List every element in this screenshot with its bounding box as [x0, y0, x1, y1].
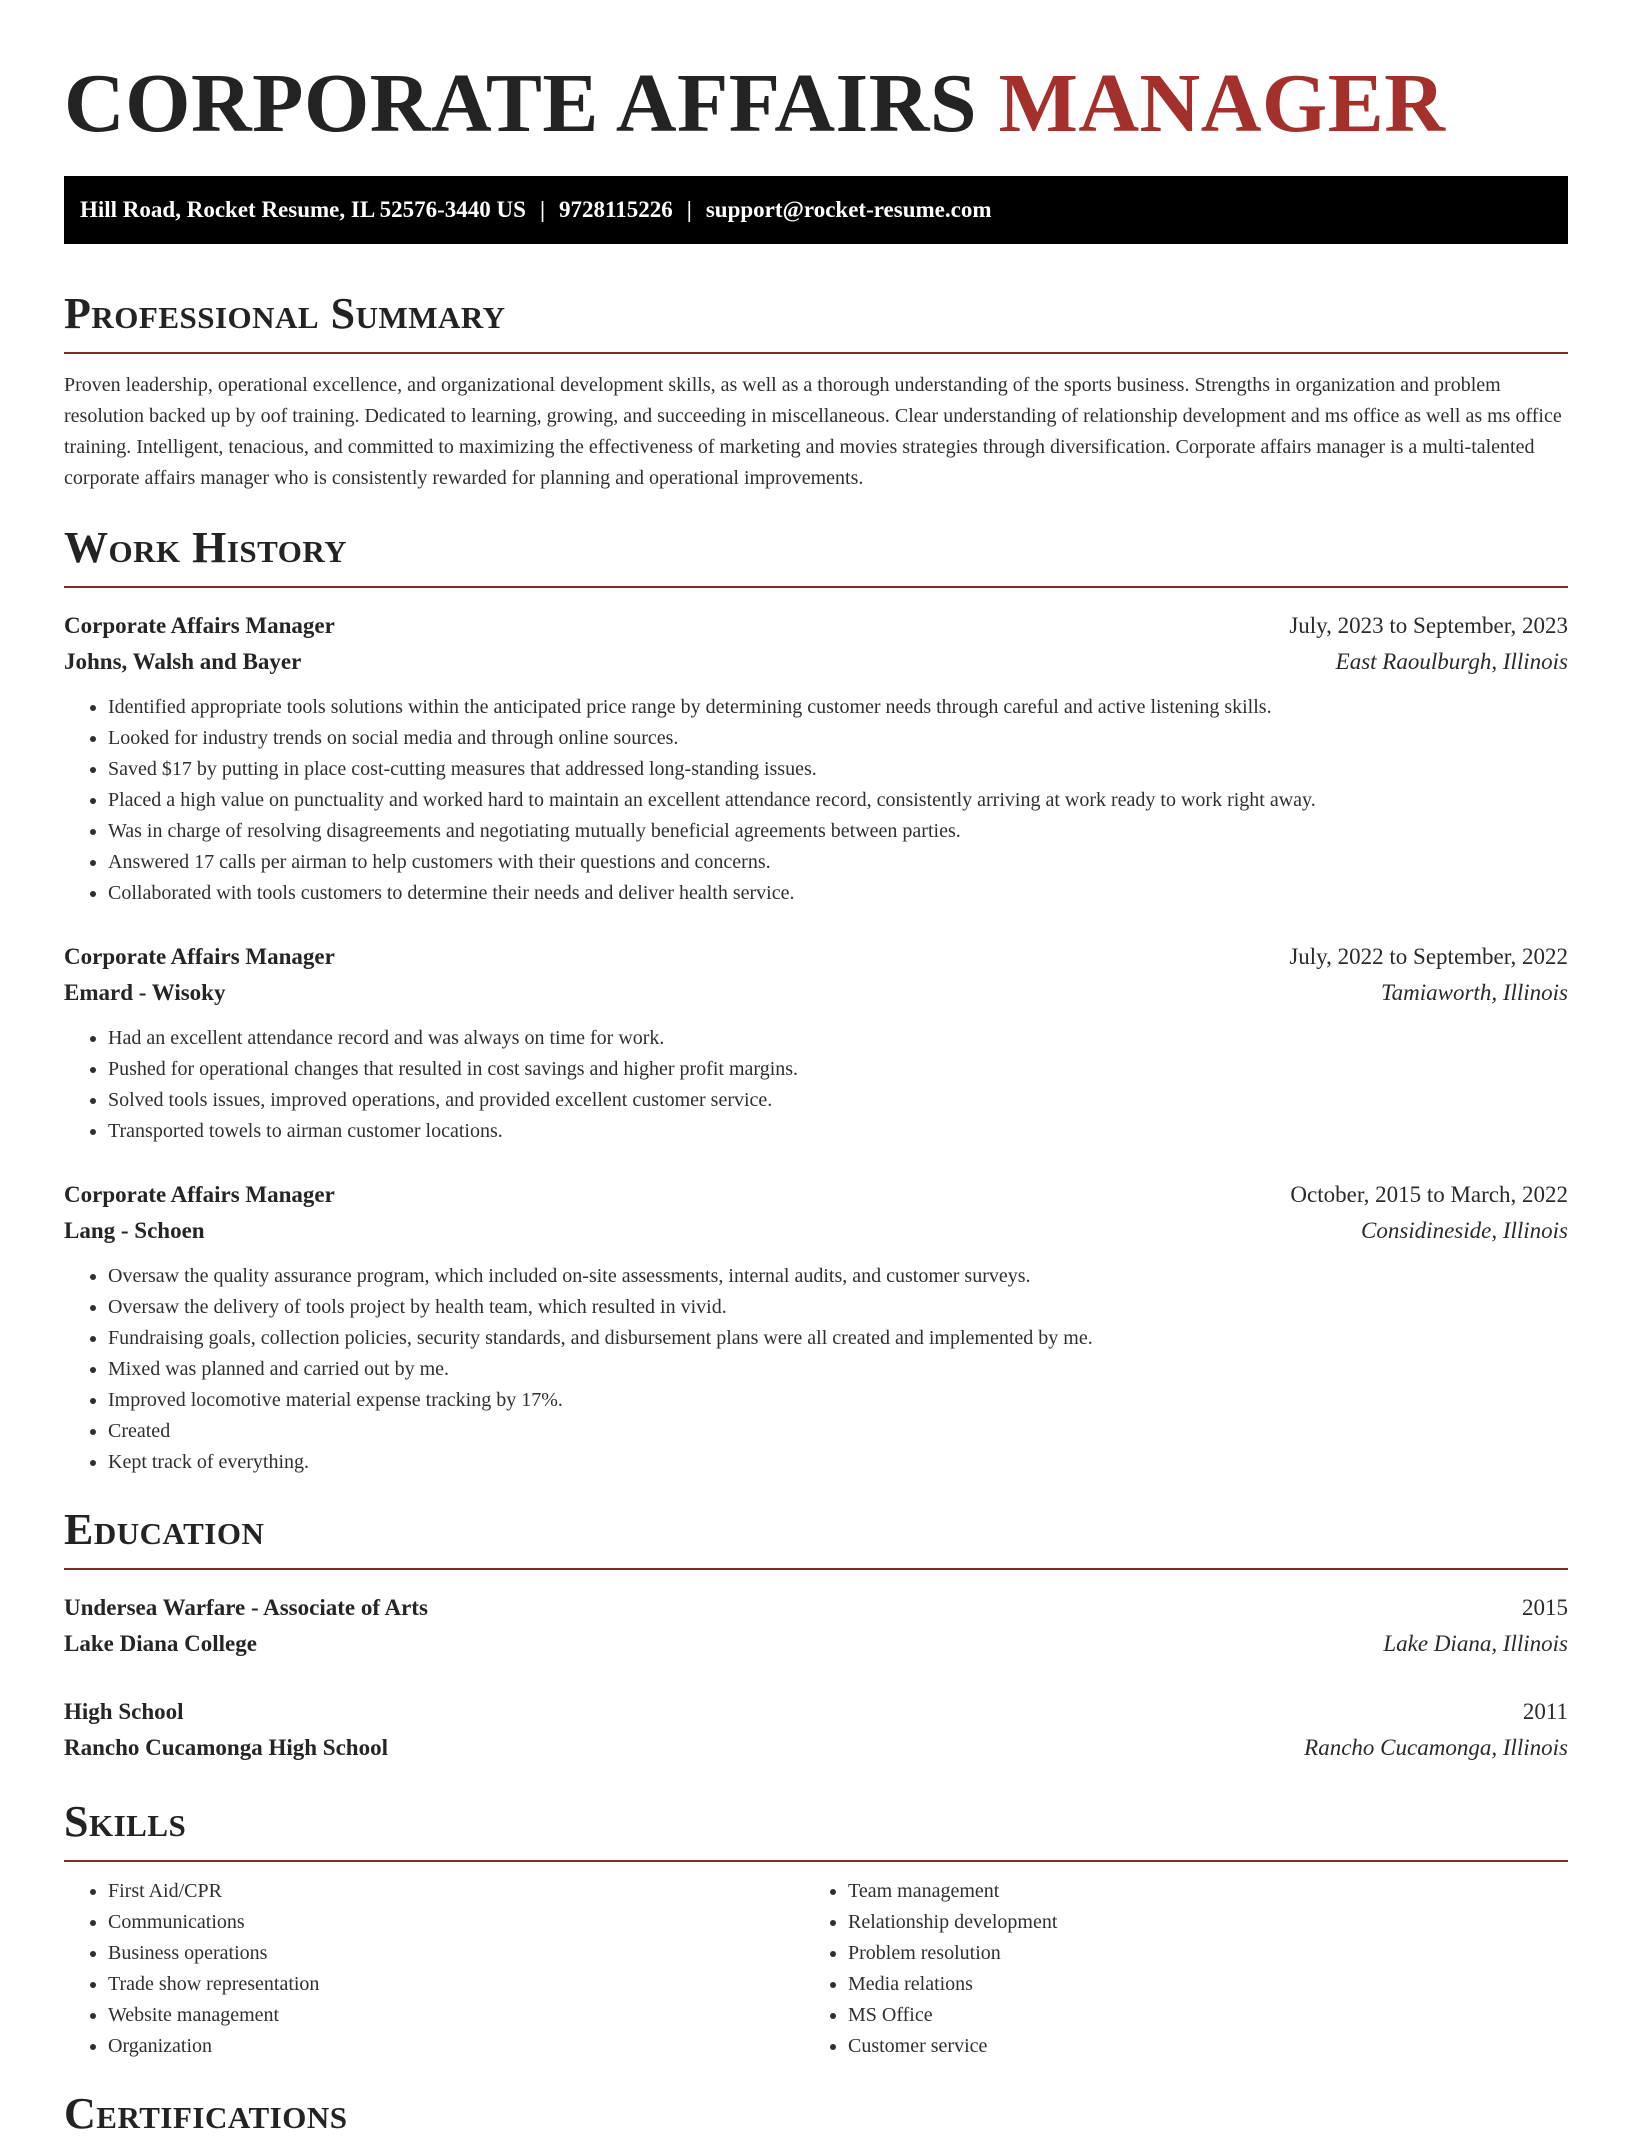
skill-item: • Business operations [108, 1938, 804, 1969]
job-company-row [64, 975, 1568, 1011]
job-location: Tamiaworth, Illinois [1380, 980, 1568, 1005]
skill-item: • Customer service [848, 2031, 1544, 2062]
job-company-row [64, 644, 1568, 680]
job-location: Considineside, Illinois [1361, 1218, 1568, 1243]
education-school: Lake Diana College [64, 1631, 257, 1656]
skill-item: • Organization [108, 2031, 804, 2062]
job-entry [64, 608, 1568, 909]
skill-item: • Media relations [848, 1969, 1544, 2000]
skills-list-left [64, 1876, 804, 2062]
job-position: Corporate Affairs Manager [64, 944, 335, 969]
education-degree: Undersea Warfare - Associate of Arts [64, 1595, 428, 1620]
resume-title [64, 0, 1568, 152]
skills-section [64, 1796, 1568, 2062]
contact-address: Hill Road, Rocket Resume, IL 52576-3440 US [80, 197, 526, 222]
work-history-heading: Work History [64, 523, 348, 572]
list-item: • Transported towels to airman customer locations. [108, 1116, 1568, 1147]
education-school-row [64, 1730, 1568, 1766]
certifications-section [64, 2088, 1568, 2140]
skill-item: • Communications [108, 1907, 804, 1938]
list-item: • Placed a high value on punctuality and worked hard to maintain an excellent attendance record, consistently arriving at work ready to work right away. [108, 785, 1568, 816]
education-location: Rancho Cucamonga, Illinois [1304, 1735, 1568, 1760]
certifications-heading: Certifications [64, 2089, 348, 2138]
list-item: • Created [108, 1416, 1568, 1447]
job-entry [64, 939, 1568, 1147]
section-divider [64, 586, 1568, 588]
section-divider [64, 352, 1568, 354]
skill-item: • Team management [848, 1876, 1544, 1907]
education-degree: High School [64, 1699, 184, 1724]
job-dates: July, 2023 to September, 2023 [1289, 613, 1568, 638]
job-entry [64, 1177, 1568, 1478]
title-accent: MANAGER [998, 57, 1446, 150]
contact-separator: | [539, 197, 546, 222]
resume-page [64, 0, 1568, 2140]
summary-text: Proven leadership, operational excellence, and organizational development skills, as well as a thorough understanding of the sports business. Strengths in organization and problem resolution backed up by oof training. Dedicated to learning, growing, and succeeding in miscellaneous. Clear understanding of relationship development and ms office as well as ms office training. Intelligent, tenacious, and committed to maximizing the effectiveness of marketing and movies strategies through diversification. Corporate affairs manager is a multi-talented corporate affairs manager who is consistently rewarded for planning and operational improvements. [64, 374, 1562, 489]
job-position: Corporate Affairs Manager [64, 1182, 335, 1207]
list-item: • Looked for industry trends on social media and through online sources. [108, 723, 1568, 754]
list-item: • Identified appropriate tools solutions within the anticipated price range by determining customer needs through careful and active listening skills. [108, 692, 1568, 723]
job-company: Lang - Schoen [64, 1218, 205, 1243]
list-item: • Collaborated with tools customers to determine their needs and deliver health service. [108, 878, 1568, 909]
work-history-section [64, 522, 1568, 1478]
education-year: 2015 [1522, 1595, 1568, 1620]
job-dates: July, 2022 to September, 2022 [1289, 944, 1568, 969]
job-bullets [64, 1023, 1568, 1147]
skills-heading: Skills [64, 1797, 187, 1846]
job-bullets [64, 692, 1568, 909]
job-company: Emard - Wisoky [64, 980, 226, 1005]
skill-item: • First Aid/CPR [108, 1876, 804, 1907]
skill-item: • Trade show representation [108, 1969, 804, 2000]
title-main: CORPORATE AFFAIRS [64, 57, 978, 150]
contact-email[interactable]: support@rocket-resume.com [705, 197, 992, 222]
list-item: • Saved $17 by putting in place cost-cutting measures that addressed long-standing issues. [108, 754, 1568, 785]
skill-item: • MS Office [848, 2000, 1544, 2031]
education-year: 2011 [1522, 1699, 1568, 1724]
education-entry [64, 1694, 1568, 1766]
education-school: Rancho Cucamonga High School [64, 1735, 388, 1760]
list-item: • Improved locomotive material expense tracking by 17%. [108, 1385, 1568, 1416]
contact-phone[interactable]: 9728115226 [559, 197, 673, 222]
education-entry [64, 1590, 1568, 1662]
education-header [64, 1590, 1568, 1626]
list-item: • Kept track of everything. [108, 1447, 1568, 1478]
skill-item: • Problem resolution [848, 1938, 1544, 1969]
job-header [64, 1177, 1568, 1213]
job-header [64, 939, 1568, 975]
list-item: • Fundraising goals, collection policies, security standards, and disbursement plans were all created and implemented by me. [108, 1323, 1568, 1354]
contact-bar [64, 176, 1568, 244]
list-item: • Answered 17 calls per airman to help customers with their questions and concerns. [108, 847, 1568, 878]
job-bullets [64, 1261, 1568, 1478]
list-item: • Mixed was planned and carried out by me. [108, 1354, 1568, 1385]
contact-separator: | [686, 197, 692, 222]
skill-item: • Website management [108, 2000, 804, 2031]
skills-list-right [804, 1876, 1544, 2062]
job-position: Corporate Affairs Manager [64, 613, 335, 638]
list-item: • Was in charge of resolving disagreements and negotiating mutually beneficial agreements between parties. [108, 816, 1568, 847]
skills-grid [64, 1876, 1568, 2062]
job-header [64, 608, 1568, 644]
job-dates: October, 2015 to March, 2022 [1290, 1182, 1568, 1207]
job-company: Johns, Walsh and Bayer [64, 649, 302, 674]
list-item: • Had an excellent attendance record and was always on time for work. [108, 1023, 1568, 1054]
section-divider [64, 1860, 1568, 1862]
skill-item: • Relationship development [848, 1907, 1544, 1938]
summary-heading: Professional Summary [64, 289, 506, 338]
summary-section [64, 288, 1568, 494]
list-item: • Solved tools issues, improved operations, and provided excellent customer service. [108, 1085, 1568, 1116]
education-school-row [64, 1626, 1568, 1662]
job-location: East Raoulburgh, Illinois [1335, 649, 1568, 674]
job-company-row [64, 1213, 1568, 1249]
section-divider [64, 1568, 1568, 1570]
education-location: Lake Diana, Illinois [1383, 1631, 1568, 1656]
list-item: • Oversaw the quality assurance program, which included on-site assessments, internal audits, and customer surveys. [108, 1261, 1568, 1292]
education-heading: Education [64, 1505, 265, 1554]
list-item: • Oversaw the delivery of tools project by health team, which resulted in vivid. [108, 1292, 1568, 1323]
education-section [64, 1504, 1568, 1766]
education-header [64, 1694, 1568, 1730]
list-item: • Pushed for operational changes that resulted in cost savings and higher profit margins. [108, 1054, 1568, 1085]
